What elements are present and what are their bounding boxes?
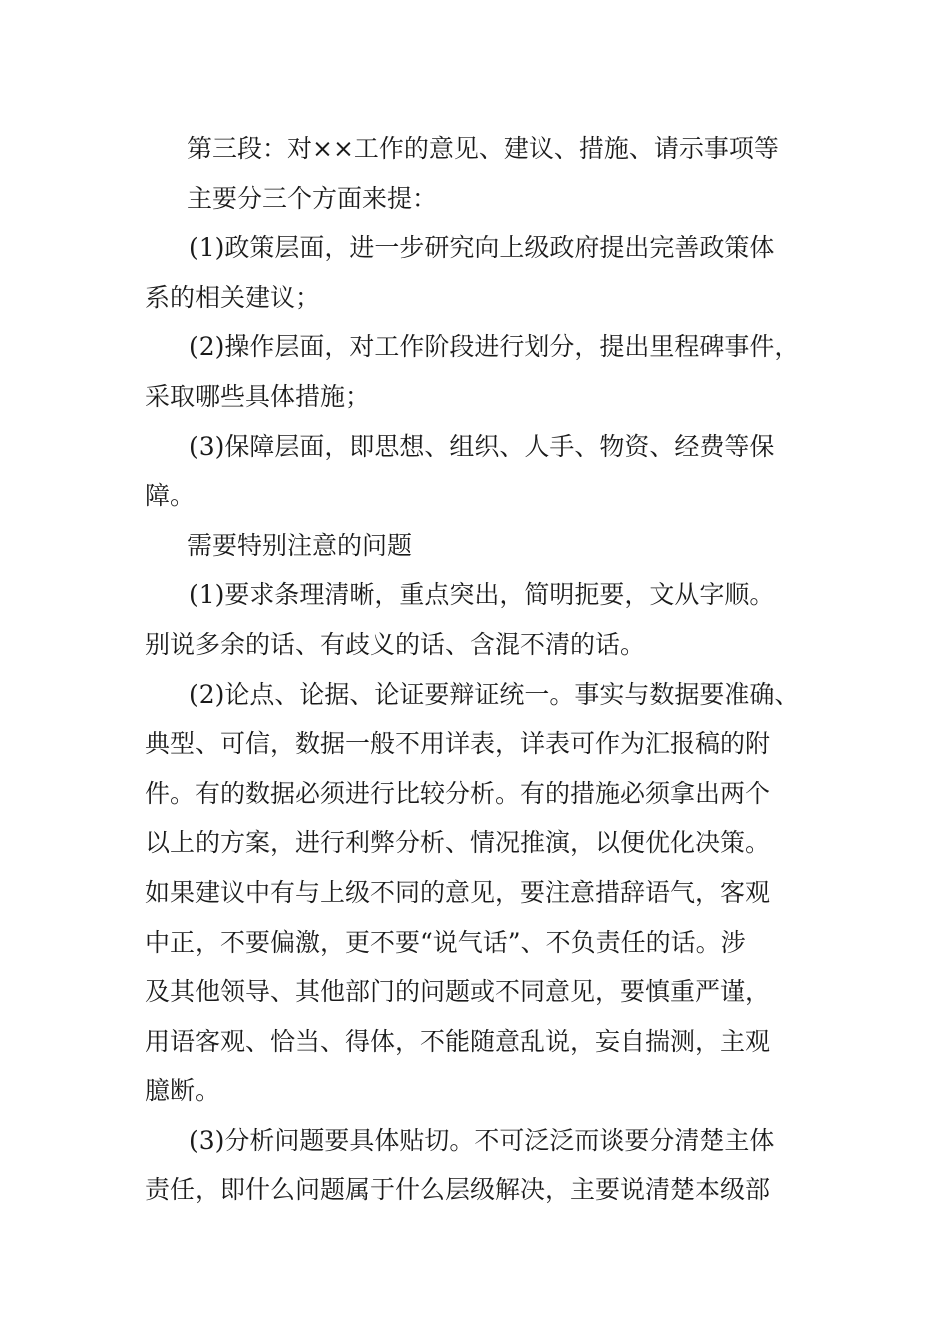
text-line: 典型、可信，数据一般不用详表，详表可作为汇报稿的附 <box>145 729 771 759</box>
text-line: 系的相关建议； <box>145 282 321 312</box>
text-line: 臆断。 <box>145 1076 221 1106</box>
text-line: (3)分析问题要具体贴切。不可泛泛而谈要分清楚主体 <box>189 1125 775 1155</box>
text-line: 主要分三个方面来提： <box>187 183 438 213</box>
text-line: 障。 <box>145 481 196 511</box>
text-line: (1)要求条理清晰，重点突出，简明扼要，文从字顺。 <box>189 580 775 610</box>
text-line: 采取哪些具体措施； <box>145 381 371 411</box>
text-line: (2)操作层面，对工作阶段进行划分，提出里程碑事件， <box>189 332 800 362</box>
text-line: (2)论点、论据、论证要辩证统一。事实与数据要准确、 <box>189 679 800 709</box>
text-line: (3)保障层面，即思想、组织、人手、物资、经费等保 <box>189 431 775 461</box>
text-line: 以上的方案，进行利弊分析、情况推演，以便优化决策。 <box>145 828 771 858</box>
text-line: 用语客观、恰当、得体，不能随意乱说，妄自揣测，主观 <box>145 1026 771 1056</box>
text-line: 别说多余的话、有歧义的话、含混不清的话。 <box>145 629 646 659</box>
text-line: 第三段：对××工作的意见、建议、措施、请示事项等 <box>187 134 779 163</box>
text-line: (1)政策层面，进一步研究向上级政府提出完善政策体 <box>189 233 775 263</box>
text-line: 件。有的数据必须进行比较分析。有的措施必须拿出两个 <box>145 778 771 808</box>
text-line: 如果建议中有与上级不同的意见，要注意措辞语气，客观 <box>145 877 771 907</box>
text-line: 责任，即什么问题属于什么层级解决，主要说清楚本级部 <box>145 1175 771 1205</box>
text-line: 需要特别注意的问题 <box>187 530 413 560</box>
text-line: 中正，不要偏激，更不要“说气话”、不负责任的话。涉 <box>145 927 746 957</box>
text-line: 及其他领导、其他部门的问题或不同意见，要慎重严谨， <box>145 977 771 1007</box>
document-body <box>145 124 835 1215</box>
